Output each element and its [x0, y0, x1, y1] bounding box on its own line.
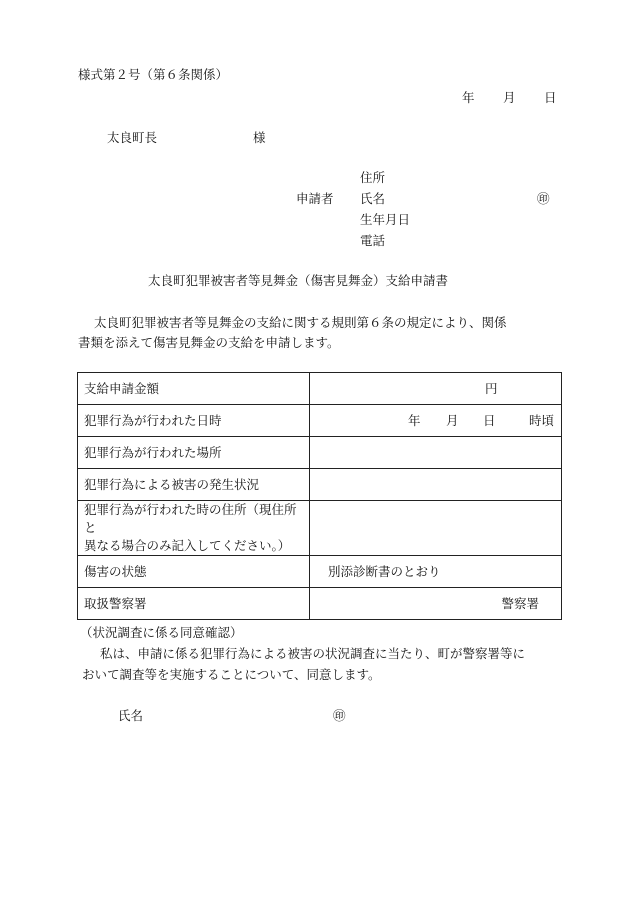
- field-crime-datetime[interactable]: [310, 405, 562, 437]
- table-row: [78, 469, 562, 501]
- datetime-month: 月: [446, 412, 459, 428]
- date-day: 日: [544, 90, 557, 105]
- field-police-station[interactable]: 警察署: [310, 588, 562, 620]
- label-amount: 支給申請金額: [78, 373, 310, 405]
- table-row: [78, 556, 562, 588]
- date-month: 月: [503, 90, 516, 105]
- datetime-day: 日: [483, 412, 496, 428]
- field-crime-place[interactable]: [310, 437, 562, 469]
- body-text-line-1: 太良町犯罪被害者等見舞金の支給に関する規則第６条の規定により、関係: [94, 315, 507, 330]
- field-amount[interactable]: 円: [310, 373, 562, 405]
- addressee-honorific: 様: [253, 130, 266, 145]
- date-line: [462, 90, 557, 106]
- datetime-year: 年: [408, 412, 421, 428]
- date-year: 年: [462, 90, 475, 105]
- signature-name-label: 氏名: [118, 708, 144, 723]
- label-address-at-crime: [78, 501, 310, 556]
- body-text-line-2: 書類を添えて傷害見舞金の支給を申請します。: [78, 335, 340, 350]
- label-police-station: 取扱警察署: [78, 588, 310, 620]
- applicant-seal-mark: ㊞: [537, 191, 550, 206]
- consent-text-line-1: 私は、申請に係る犯罪行為による被害の状況調査に当たり、町が警察署等に: [100, 646, 526, 661]
- field-injury-state[interactable]: 別添診断書のとおり: [310, 556, 562, 588]
- document-title: 太良町犯罪被害者等見舞金（傷害見舞金）支給申請書: [148, 273, 449, 288]
- addressee-name: 太良町長: [107, 130, 158, 145]
- table-row: [78, 437, 562, 469]
- consent-heading: （状況調査に係る同意確認）: [80, 625, 243, 640]
- label-damage-situation: 犯罪行為による被害の発生状況: [78, 469, 310, 501]
- table-row: [78, 373, 562, 405]
- datetime-hour: 時頃: [529, 412, 555, 428]
- application-table: [77, 372, 562, 620]
- consent-text-line-2: おいて調査等を実施することについて、同意します。: [82, 667, 381, 682]
- label-address-line-2: 異なる場合のみ記入してください。）: [84, 538, 291, 553]
- applicant-address-label: 住所: [360, 170, 386, 185]
- label-injury-state: 傷害の状態: [78, 556, 310, 588]
- label-crime-datetime: 犯罪行為が行われた日時: [78, 405, 310, 437]
- applicant-birthdate-label: 生年月日: [360, 212, 411, 227]
- applicant-phone-label: 電話: [360, 233, 386, 248]
- table-row: [78, 405, 562, 437]
- label-address-line-1: 犯罪行為が行われた時の住所（現住所と: [84, 502, 297, 535]
- table-row: [78, 501, 562, 556]
- addressee: [107, 130, 266, 146]
- signature-seal-mark: ㊞: [333, 708, 346, 723]
- field-address-at-crime[interactable]: [310, 501, 562, 556]
- applicant-label: 申請者: [296, 191, 334, 206]
- field-damage-situation[interactable]: [310, 469, 562, 501]
- table-row: [78, 588, 562, 620]
- label-crime-place: 犯罪行為が行われた場所: [78, 437, 310, 469]
- form-number: 様式第２号（第６条関係）: [78, 67, 229, 82]
- applicant-name-label: 氏名: [360, 191, 386, 206]
